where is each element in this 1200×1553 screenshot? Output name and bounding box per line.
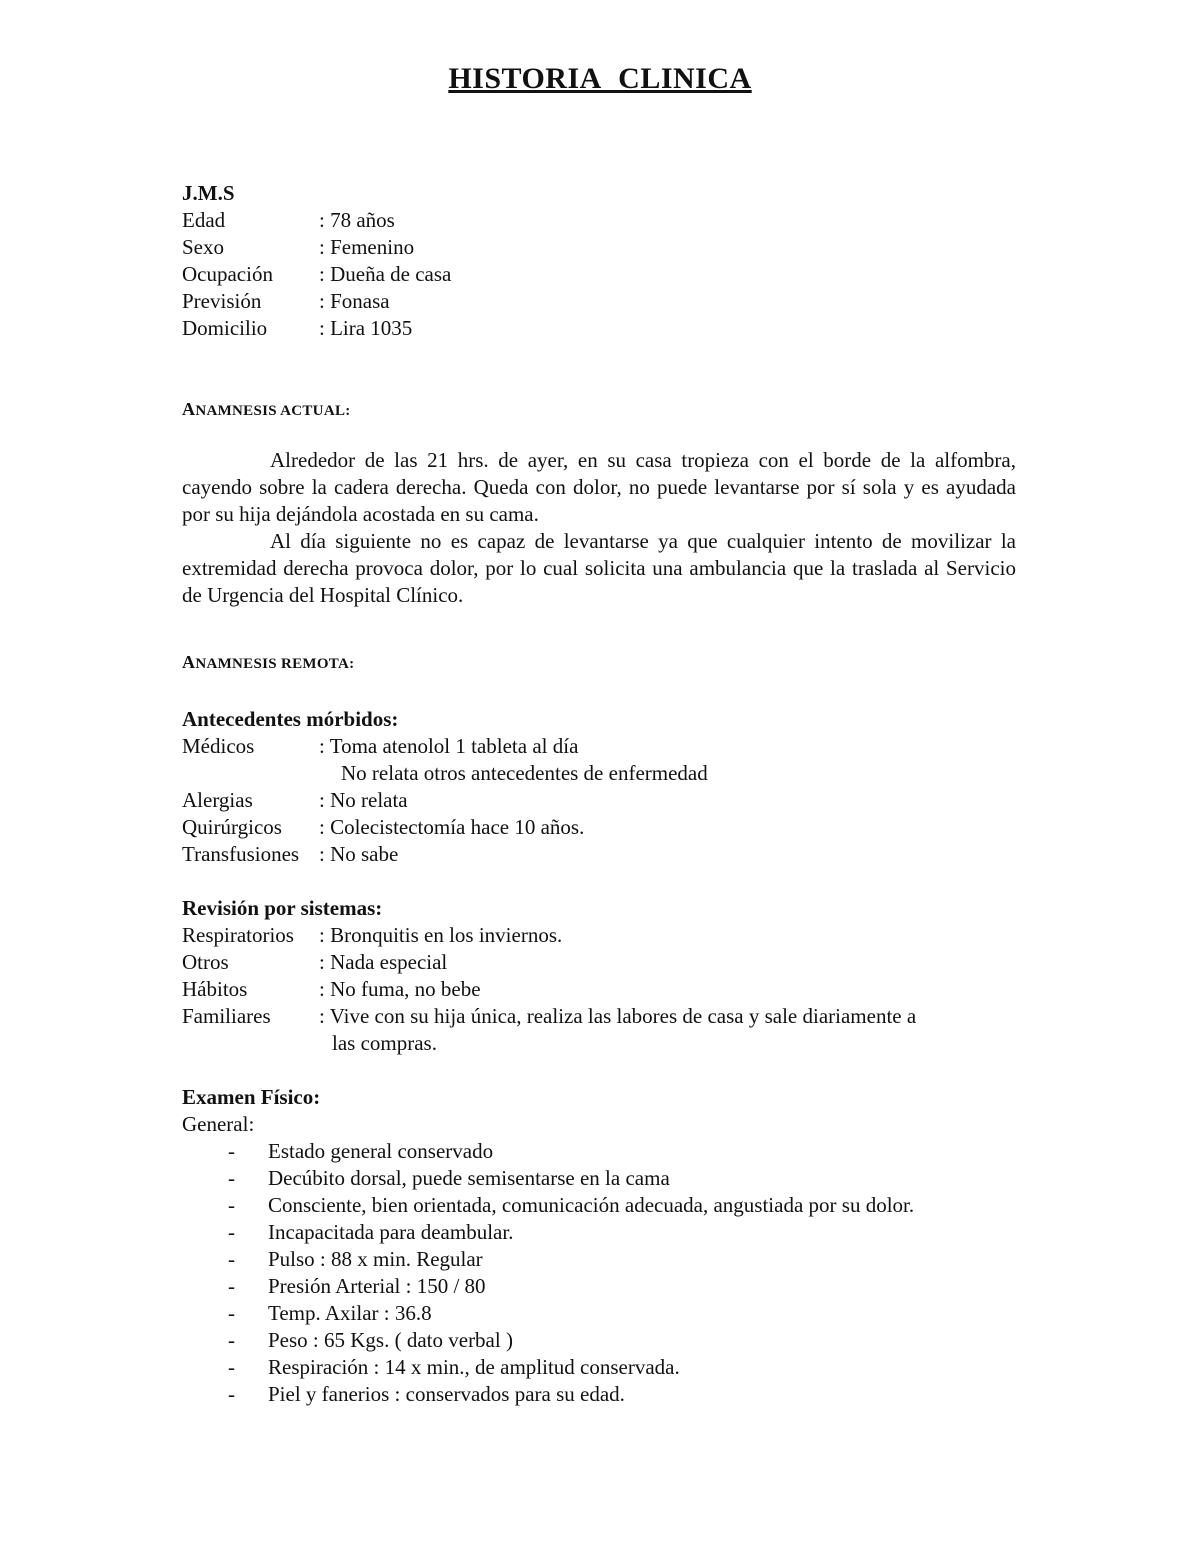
dash-icon: -	[228, 1166, 235, 1190]
anamnesis-actual-heading	[182, 396, 1016, 425]
field-value: : Vive con su hija única, realiza las labores de casa y sale diariamente a	[319, 1004, 917, 1028]
field-value: : Toma atenolol 1 tableta al día	[319, 734, 579, 758]
list-item	[182, 1219, 1016, 1246]
field-value: : No relata	[319, 788, 408, 812]
list-item	[182, 1246, 1016, 1273]
heading-rest: NAMNESIS REMOTA:	[195, 656, 355, 672]
heading-rest: NAMNESIS ACTUAL:	[195, 403, 351, 419]
list-item	[182, 1354, 1016, 1381]
patient-name: J.M.S	[182, 181, 235, 205]
patient-fields	[182, 207, 1016, 342]
antecedentes-title: Antecedentes mórbidos:	[182, 707, 399, 731]
field-label: Alergias	[182, 788, 253, 812]
row-medicos	[182, 733, 1016, 760]
dash-icon: -	[228, 1328, 235, 1352]
field-label: Otros	[182, 950, 229, 974]
dash-icon: -	[228, 1382, 235, 1406]
row-alergias	[182, 787, 1016, 814]
dash-icon: -	[228, 1355, 235, 1379]
revision-title: Revisión por sistemas:	[182, 896, 383, 920]
field-value: : 78 años	[319, 208, 395, 232]
field-value: : Fonasa	[319, 289, 390, 313]
field-value: : Femenino	[319, 235, 415, 259]
paragraph: Alrededor de las 21 hrs. de ayer, en su casa tropieza con el borde de la alfombra, cayendo sobre la cadera derecha. Queda con dolor, no puede levantarse por sí sola y es ayudada por su hija dejándola acostada en su cama.	[182, 448, 1016, 526]
row-otros	[182, 949, 1016, 976]
field-row-sex	[182, 234, 1016, 261]
paragraph: Al día siguiente no es capaz de levantarse ya que cualquier intento de movilizar la extremidad derecha provoca dolor, por lo cual solicita una ambulancia que la traslada al Servicio de Urgencia del Hospital Clínico.	[182, 529, 1016, 607]
dash-icon: -	[228, 1139, 235, 1163]
medicos-extra: No relata otros antecedentes de enfermedad	[341, 761, 708, 785]
field-label: Familiares	[182, 1004, 271, 1028]
dash-icon: -	[228, 1193, 235, 1217]
field-label: Respiratorios	[182, 923, 294, 947]
field-row-occupation	[182, 261, 1016, 288]
document-content	[182, 180, 1016, 1408]
row-habitos	[182, 976, 1016, 1003]
list-item-text: Temp. Axilar : 36.8	[268, 1301, 432, 1325]
dash-icon: -	[228, 1247, 235, 1271]
list-item	[182, 1300, 1016, 1327]
row-respiratorios	[182, 922, 1016, 949]
field-label: Domicilio	[182, 316, 268, 340]
row-familiares	[182, 1003, 1016, 1030]
row-quirurgicos	[182, 814, 1016, 841]
field-value: : Lira 1035	[319, 316, 413, 340]
list-item	[182, 1192, 1016, 1219]
dash-icon: -	[228, 1274, 235, 1298]
familiares-continuation: las compras.	[332, 1031, 437, 1055]
field-row-age	[182, 207, 1016, 234]
list-item-text: Estado general conservado	[268, 1139, 494, 1163]
field-row-address	[182, 315, 1016, 342]
field-row-insurance	[182, 288, 1016, 315]
list-item-text: Presión Arterial : 150 / 80	[268, 1274, 486, 1298]
document-title: HISTORIA CLINICA	[448, 62, 752, 95]
dash-icon: -	[228, 1220, 235, 1244]
field-label: Médicos	[182, 734, 255, 758]
field-label: Ocupación	[182, 262, 273, 286]
field-label: Hábitos	[182, 977, 248, 1001]
field-value: : Colecistectomía hace 10 años.	[319, 815, 585, 839]
list-item-text: Consciente, bien orientada, comunicación adecuada, angustiada por su dolor.	[268, 1193, 915, 1217]
anamnesis-actual-text	[182, 447, 1016, 609]
field-label: Sexo	[182, 235, 224, 259]
list-item	[182, 1381, 1016, 1408]
list-item-text: Pulso : 88 x min. Regular	[268, 1247, 483, 1271]
list-item-text: Decúbito dorsal, puede semisentarse en la cama	[268, 1166, 670, 1190]
field-label: Quirúrgicos	[182, 815, 282, 839]
list-item-text: Incapacitada para deambular.	[268, 1220, 514, 1244]
field-label: Previsión	[182, 289, 262, 313]
list-item-text: Piel y fanerios : conservados para su edad.	[268, 1382, 625, 1406]
dash-icon: -	[228, 1301, 235, 1325]
field-value: : Bronquitis en los inviernos.	[319, 923, 563, 947]
field-label: Transfusiones	[182, 842, 300, 866]
examen-list	[182, 1138, 1016, 1408]
field-value: : No fuma, no bebe	[319, 977, 481, 1001]
list-item	[182, 1273, 1016, 1300]
field-value: : No sabe	[319, 842, 399, 866]
list-item	[182, 1138, 1016, 1165]
heading-initial: A	[182, 652, 196, 672]
list-item-text: Peso : 65 Kgs. ( dato verbal )	[268, 1328, 513, 1352]
list-item-text: Respiración : 14 x min., de amplitud conservada.	[268, 1355, 680, 1379]
general-label: General:	[182, 1112, 255, 1136]
list-item	[182, 1327, 1016, 1354]
list-item	[182, 1165, 1016, 1192]
examen-title: Examen Físico:	[182, 1085, 321, 1109]
field-label: Edad	[182, 208, 226, 232]
heading-initial: A	[182, 399, 196, 419]
field-value: : Nada especial	[319, 950, 448, 974]
field-value: : Dueña de casa	[319, 262, 452, 286]
anamnesis-remota-heading	[182, 649, 1016, 678]
row-transfusiones	[182, 841, 1016, 868]
